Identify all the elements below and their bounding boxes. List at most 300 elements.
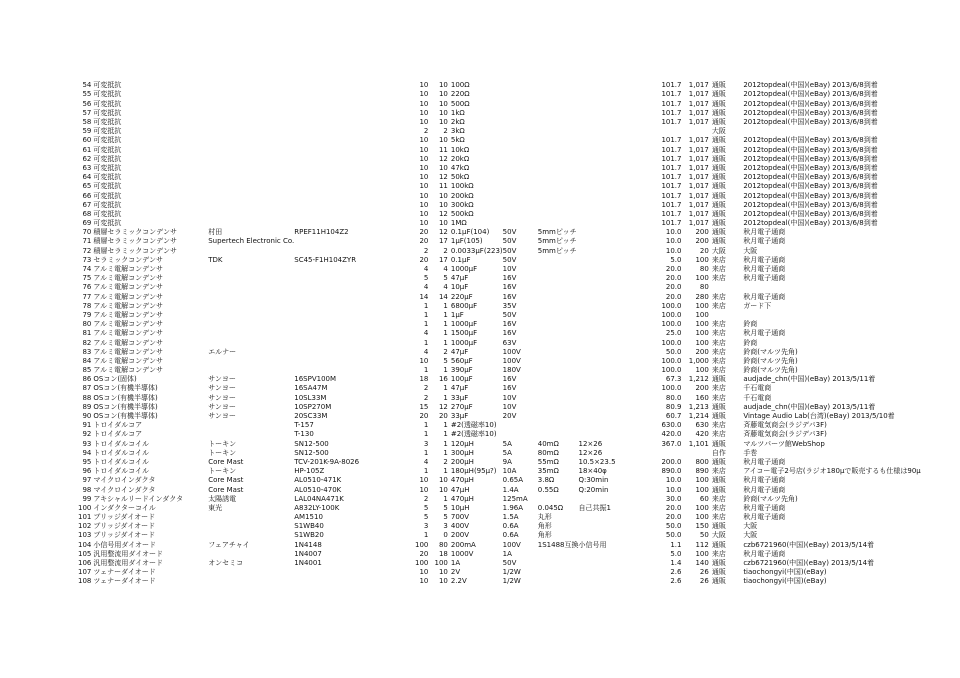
value-cell: 1500μF [450,329,478,338]
total-price-cell: 100 [695,320,709,329]
purchase-method-cell: 通販 [711,568,726,577]
table-row [78,531,960,540]
total-price-cell: 50 [699,531,709,540]
quantity-remaining-cell: 12 [438,209,448,218]
maker-cell: TDK [208,255,223,264]
row-number-cell: 106 [78,559,92,568]
total-price-cell: 1,017 [688,108,709,117]
maker-cell [208,90,294,99]
total-price-cell: 1,017 [688,81,709,90]
part-name-cell: 積層セラミックコンデンサ [93,246,177,255]
spec-extra-cell [578,155,644,164]
part-name-cell: ブリッジダイオード [93,531,156,540]
quantity-remaining-cell: 0 [443,531,448,540]
quantity-ordered-cell: 10 [419,191,429,200]
part-name-cell: 積層セラミックコンデンサ [93,228,177,237]
supplier-note-cell: 秋月電子通商 [743,329,786,338]
spec-extra-cell [578,256,644,265]
total-price-cell: 150 [695,522,709,531]
quantity-ordered-cell: 10 [419,577,429,586]
spec-cell [538,320,579,329]
model-number-cell [294,81,398,90]
model-number-cell: SN12-500 [294,439,329,448]
spec-cell [538,559,579,568]
unit-price-cell: 50.0 [665,531,682,540]
model-number-cell: 1N4148 [294,540,322,549]
part-name-cell: アルミ電解コンデンサ [93,283,163,292]
table-row [78,338,960,347]
maker-cell: サンヨー [208,384,236,393]
quantity-ordered-cell: 10 [419,99,429,108]
total-price-cell: 890 [695,467,709,476]
rating-cell: 0.6A [502,522,519,531]
rating-cell: 1A [502,549,512,558]
spec-cell [538,347,579,356]
total-price-cell: 1,212 [688,375,709,384]
row-number-cell: 87 [82,384,92,393]
model-number-cell [294,200,398,209]
maker-cell [208,550,294,559]
quantity-ordered-cell: 10 [419,182,429,191]
table-row [78,522,960,531]
table-row [78,403,960,412]
total-price-cell: 140 [695,559,709,568]
part-name-cell: 可変抵抗 [93,200,122,209]
supplier-note-cell: 大阪 [743,522,758,531]
supplier-note-cell: 秋月電子通商 [743,485,786,494]
value-cell: 1MΩ [450,219,467,228]
parts-table [78,81,960,586]
unit-price-cell: 80.9 [665,402,682,411]
value-cell: 1000V [450,549,474,558]
row-number-cell: 86 [82,375,92,384]
quantity-ordered-cell: 10 [419,485,429,494]
unit-price-cell: 101.7 [661,99,682,108]
maker-cell: Core Mast [208,457,244,466]
quantity-remaining-cell: 1 [443,421,448,430]
model-number-cell [294,347,398,356]
quantity-ordered-cell: 4 [423,347,429,356]
spec-extra-cell [578,357,644,366]
model-number-cell: AM1510 [294,513,323,522]
total-price-cell: 1,000 [688,356,709,365]
part-name-cell: OSコン(有機半導体) [93,384,158,393]
quantity-ordered-cell: 4 [423,265,429,274]
table-row [78,559,960,568]
quantity-remaining-cell: 1 [443,310,448,319]
total-price-cell: 100 [695,503,709,512]
model-number-cell: HP-105Z [294,467,325,476]
part-name-cell: インダクターコイル [93,503,156,512]
quantity-ordered-cell: 10 [419,568,429,577]
purchase-method-cell: 通販 [711,439,726,448]
table-row [78,228,960,237]
purchase-method-cell: 来店 [711,549,726,558]
part-name-cell: トロイダルコア [93,421,143,430]
row-number-cell: 81 [82,329,92,338]
row-number-cell: 60 [82,136,92,145]
row-number-cell: 76 [82,283,92,292]
supplier-note-cell: 2012topdeal(中国)(eBay) 2013/6/8到着 [743,163,878,172]
model-number-cell: AL0510-471K [294,476,342,485]
spec-extra-cell [578,191,644,200]
supplier-note-cell: 2012topdeal(中国)(eBay) 2013/6/8到着 [743,191,878,200]
part-name-cell: 可変抵抗 [93,182,122,191]
quantity-ordered-cell: 20 [419,255,429,264]
unit-price-cell [645,127,682,136]
total-price-cell: 420 [695,430,709,439]
row-number-cell: 89 [82,402,92,411]
quantity-ordered-cell: 1 [423,421,429,430]
total-price-cell: 100 [695,549,709,558]
model-number-cell: LAL04NA471K [294,494,344,503]
supplier-note-cell: マルツパーツ館WebShop [743,439,825,448]
table-row [78,256,960,265]
quantity-remaining-cell: 10 [438,163,448,172]
rating-cell: 1/2W [502,577,521,586]
total-price-cell: 1,017 [688,99,709,108]
spec-extra-cell: 自己共振1 [578,503,611,512]
spec-extra-cell [578,90,644,99]
value-cell: 1A [450,559,461,568]
unit-price-cell: 20.0 [665,274,682,283]
row-number-cell: 54 [82,81,92,90]
table-row [78,246,960,255]
spec-extra-cell [578,311,644,320]
total-price-cell: 1,017 [688,209,709,218]
rating-cell: 10V [502,402,517,411]
purchase-method-cell: 通販 [711,522,726,531]
quantity-ordered-cell: 10 [419,118,429,127]
spec-extra-cell [578,329,644,338]
quantity-ordered-cell: 2 [423,494,429,503]
maker-cell: 村田 [208,228,223,237]
rating-cell [503,219,538,228]
spec-cell [538,403,579,412]
quantity-remaining-cell: 5 [443,513,448,522]
maker-cell [208,430,294,439]
part-name-cell: アルミ電解コンデンサ [93,329,163,338]
purchase-method-cell: 通販 [711,476,726,485]
quantity-remaining-cell: 4 [443,265,448,274]
supplier-note-cell: czb6721960(中国)(eBay) 2013/5/14着 [743,540,875,549]
table-row [78,540,960,549]
rating-cell [503,127,538,136]
part-name-cell: 可変抵抗 [93,108,122,117]
maker-cell: オンセミコ [208,559,244,568]
purchase-method-cell: 通販 [711,219,726,228]
spec-cell [538,256,579,265]
quantity-ordered-cell: 5 [423,503,429,512]
spec-cell [538,568,579,577]
value-cell: 500kΩ [450,209,474,218]
quantity-ordered-cell: 10 [419,108,429,117]
rating-cell: 100V [502,540,521,549]
table-row [78,210,960,219]
value-cell: 3kΩ [450,127,465,136]
quantity-remaining-cell: 16 [438,375,448,384]
row-number-cell: 98 [82,485,92,494]
rating-cell [503,99,538,108]
unit-price-cell: 20.0 [665,292,682,301]
value-cell: 47μF [450,384,469,393]
unit-price-cell: 100.0 [661,310,682,319]
maker-cell: サンヨー [208,393,236,402]
quantity-ordered-cell: 10 [419,173,429,182]
maker-cell [208,320,294,329]
row-number-cell: 83 [82,347,92,356]
quantity-remaining-cell: 10 [438,485,448,494]
quantity-remaining-cell: 1 [443,494,448,503]
unit-price-cell: 10.0 [665,237,682,246]
quantity-remaining-cell: 10 [438,219,448,228]
rating-cell [503,109,538,118]
unit-price-cell: 101.7 [661,90,682,99]
supplier-note-cell: 鈴商(マルツ先角) [743,347,798,356]
part-name-cell: マイクロインダクタ [93,476,156,485]
row-number-cell: 104 [78,540,92,549]
part-name-cell: アキシャルリードインダクタ [93,494,184,503]
spec-cell [538,127,579,136]
table-row [78,274,960,283]
rating-cell [503,182,538,191]
maker-cell [208,338,294,347]
purchase-method-cell: 通販 [711,559,726,568]
value-cell: 120μH [450,439,474,448]
total-price-cell: 100 [695,329,709,338]
part-name-cell: OSコン(有機半導体) [93,412,158,421]
model-number-cell: 1N4007 [294,549,322,558]
rating-cell: 1.4A [502,485,519,494]
quantity-remaining-cell: 10 [438,99,448,108]
purchase-method-cell: 来店 [711,265,726,274]
value-cell: 10kΩ [450,145,470,154]
model-number-cell: A832LY-100K [294,503,340,512]
table-row [78,366,960,375]
total-price-cell: 1,017 [688,182,709,191]
total-price-cell: 1,017 [688,90,709,99]
quantity-remaining-cell: 1 [443,393,448,402]
quantity-ordered-cell: 20 [419,228,429,237]
table-row [78,430,960,439]
value-cell: 220μF [450,292,473,301]
purchase-method-cell: 通販 [711,99,726,108]
quantity-remaining-cell: 80 [438,540,448,549]
value-cell: 5kΩ [450,136,465,145]
value-cell: 100μF [450,375,473,384]
rating-cell: 180V [502,366,521,375]
model-number-cell [294,182,398,191]
unit-price-cell: 10.0 [665,228,682,237]
spec-extra-cell [578,118,644,127]
rating-cell [503,421,538,430]
quantity-remaining-cell: 5 [443,356,448,365]
spec-extra-cell [578,173,644,182]
value-cell: 560μF [450,356,473,365]
supplier-note-cell: 2012topdeal(中国)(eBay) 2013/6/8到着 [743,99,878,108]
quantity-remaining-cell: 10 [438,191,448,200]
total-price-cell: 1,017 [688,118,709,127]
quantity-remaining-cell: 1 [443,320,448,329]
purchase-method-cell: 来店 [711,430,726,439]
table-row [78,375,960,384]
spec-extra-cell [578,421,644,430]
value-cell: 0.1μF(104) [450,228,490,237]
row-number-cell: 102 [78,522,92,531]
total-price-cell: 1,017 [688,200,709,209]
spec-extra-cell [578,375,644,384]
maker-cell: Core Mast [208,476,244,485]
supplier-note-cell: 鈴商(マルツ先角) [743,494,798,503]
table-row [78,283,960,292]
table-row [78,81,960,90]
part-name-cell: 可変抵抗 [93,90,122,99]
table-row [78,109,960,118]
purchase-method-cell: 来店 [711,393,726,402]
unit-price-cell: 20.0 [665,283,682,292]
total-price-cell: 1,017 [688,136,709,145]
quantity-ordered-cell: 5 [423,274,429,283]
spec-cell: 5mmピッチ [537,246,577,255]
quantity-remaining-cell: 12 [438,402,448,411]
maker-cell [208,200,294,209]
maker-cell [208,366,294,375]
quantity-remaining-cell: 10 [438,108,448,117]
spec-cell [538,577,579,586]
spec-extra-cell [578,338,644,347]
unit-price-cell [645,449,682,458]
maker-cell [208,311,294,320]
unit-price-cell: 101.7 [661,136,682,145]
unit-price-cell: 25.0 [665,329,682,338]
supplier-note-cell: 斉藤電気商会(ラジデパ3F) [743,430,827,439]
value-cell: 47kΩ [450,163,470,172]
quantity-remaining-cell: 4 [443,283,448,292]
quantity-ordered-cell: 10 [419,81,429,90]
rating-cell: 1.5A [502,513,519,522]
part-name-cell: アルミ電解コンデンサ [93,265,163,274]
row-number-cell: 108 [78,577,92,586]
quantity-remaining-cell: 2 [443,246,448,255]
spec-extra-cell [578,136,644,145]
quantity-remaining-cell: 10 [438,118,448,127]
unit-price-cell: 101.7 [661,191,682,200]
supplier-note-cell: 秋月電子通商 [743,513,786,522]
part-name-cell: 小信号用ダイオード [93,540,157,549]
value-cell: 2.2V [450,577,467,586]
spec-cell [538,109,579,118]
part-name-cell: 可変抵抗 [93,154,122,163]
rating-cell: 9A [502,457,512,466]
purchase-method-cell: 通販 [711,209,726,218]
model-number-cell [294,210,398,219]
row-number-cell: 96 [82,467,92,476]
value-cell: 33μF [450,412,469,421]
part-name-cell: トロイダルコイル [93,467,149,476]
unit-price-cell: 50.0 [665,522,682,531]
quantity-ordered-cell: 10 [419,200,429,209]
spec-cell [538,81,579,90]
unit-price-cell: 100.0 [661,301,682,310]
quantity-ordered-cell: 14 [419,292,429,301]
purchase-method-cell: 通販 [711,182,726,191]
purchase-method-cell: 来店 [711,274,726,283]
unit-price-cell: 200.0 [661,457,682,466]
supplier-note-cell: 斉藤電気商会(ラジデパ3F) [743,421,827,430]
table-row [78,164,960,173]
row-number-cell: 71 [82,237,92,246]
rating-cell: 5A [502,439,512,448]
quantity-ordered-cell: 10 [419,154,429,163]
quantity-remaining-cell: 5 [443,503,448,512]
row-number-cell: 85 [82,366,92,375]
quantity-remaining-cell: 17 [438,237,448,246]
quantity-remaining-cell: 1 [443,439,448,448]
quantity-remaining-cell: 10 [438,476,448,485]
maker-cell [208,522,294,531]
supplier-note-cell: audjade_chn(中国)(eBay) 2013/5/11着 [743,402,876,411]
maker-cell [208,329,294,338]
value-cell: 700V [450,513,470,522]
spec-cell [538,292,579,301]
purchase-method-cell: 通販 [711,163,726,172]
maker-cell [208,99,294,108]
quantity-ordered-cell: 1 [423,448,429,457]
row-number-cell: 105 [78,549,92,558]
row-number-cell: 79 [82,310,92,319]
value-cell: 200μH [450,457,474,466]
maker-cell: エルナー [208,347,237,356]
value-cell: 300μH [450,448,474,457]
rating-cell: 1.96A [502,503,524,512]
rating-cell: 16V [502,292,517,301]
rating-cell: 5A [502,448,512,457]
spec-extra-cell [578,127,644,136]
spec-cell [538,219,579,228]
rating-cell: 10A [502,467,517,476]
part-name-cell: トロイダルコイル [93,457,149,466]
part-name-cell: 可変抵抗 [93,145,122,154]
spec-cell: 0.55Ω [537,485,559,494]
table-row [78,173,960,182]
purchase-method-cell: 来店 [711,421,726,430]
part-name-cell: 可変抵抗 [93,81,122,90]
value-cell: 470μH [450,476,474,485]
spec-extra-cell [578,531,644,540]
model-number-cell: S1WB40 [294,522,324,531]
rating-cell: 0.6A [502,531,519,540]
row-number-cell: 57 [82,108,92,117]
purchase-method-cell [712,283,743,292]
total-price-cell: 100 [695,476,709,485]
total-price-cell: 26 [699,568,709,577]
maker-cell [208,302,294,311]
maker-cell [208,118,294,127]
quantity-remaining-cell: 1 [443,366,448,375]
table-row [78,136,960,145]
unit-price-cell: 420.0 [661,430,682,439]
supplier-note-cell: 2012topdeal(中国)(eBay) 2013/6/8到着 [743,173,878,182]
unit-price-cell: 101.7 [661,118,682,127]
part-name-cell: 可変抵抗 [93,127,122,136]
value-cell: 47μF [450,347,469,356]
part-name-cell: アルミ電解コンデンサ [93,301,163,310]
rating-cell: 16V [502,320,517,329]
spec-extra-cell: 小信号用 [578,540,607,549]
quantity-ordered-cell: 20 [419,549,429,558]
maker-cell [208,191,294,200]
quantity-ordered-cell: 10 [419,209,429,218]
